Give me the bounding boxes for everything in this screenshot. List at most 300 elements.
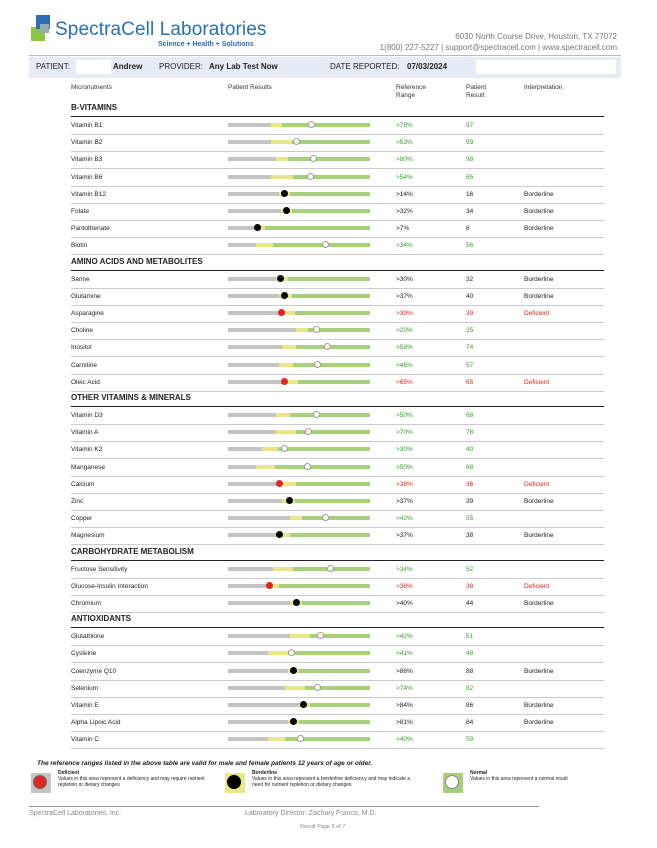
reference-range: >78% — [396, 122, 413, 129]
bar-deficient-zone — [228, 669, 288, 673]
result-row — [71, 493, 604, 511]
patient-result: 40 — [466, 292, 474, 300]
bar-deficient-zone — [228, 720, 288, 724]
bar-borderline-zone — [271, 123, 282, 127]
patient-result: 40 — [466, 446, 474, 454]
interpretation: Borderline — [524, 292, 554, 300]
result-bar — [228, 601, 370, 605]
bar-borderline-zone — [268, 651, 288, 655]
patient-result: 44 — [466, 600, 474, 607]
result-row — [71, 339, 604, 357]
patient-result: 59 — [466, 139, 474, 147]
result-bar — [228, 157, 370, 161]
result-bar — [228, 447, 370, 451]
result-row — [71, 527, 604, 545]
result-row — [71, 203, 604, 221]
col-patient-results: Patient Results — [228, 84, 272, 91]
bar-deficient-zone — [228, 380, 285, 384]
bar-normal-zone — [302, 516, 370, 520]
result-row — [71, 441, 604, 459]
reference-range: >40% — [396, 600, 413, 607]
bar-borderline-zone — [290, 516, 302, 520]
interpretation: Borderline — [524, 600, 554, 607]
bar-deficient-zone — [228, 634, 290, 638]
bar-normal-zone — [295, 311, 370, 315]
nutrient-name: Manganese — [71, 463, 105, 471]
col-interpretation: Interpretation — [524, 84, 563, 91]
bar-borderline-zone — [282, 482, 296, 486]
normal-dot-icon — [445, 775, 459, 789]
legend-normal-swatch — [443, 773, 463, 793]
result-row — [71, 305, 604, 323]
patient-result: 57 — [466, 361, 474, 369]
patient-result: 68 — [466, 463, 474, 471]
result-bar — [228, 140, 370, 144]
result-row — [71, 374, 604, 392]
footer-divider — [29, 806, 539, 807]
patient-result: 38 — [466, 582, 474, 590]
bar-borderline-zone — [276, 157, 288, 161]
bar-borderline-zone — [285, 686, 305, 690]
interpretation: Borderline — [524, 190, 554, 198]
bar-deficient-zone — [228, 123, 271, 127]
reference-range: >80% — [396, 156, 413, 164]
reference-range: >30% — [396, 446, 413, 454]
result-bar — [228, 720, 370, 724]
nutrient-name: Oleic Acid — [71, 378, 100, 386]
bar-normal-zone — [292, 209, 370, 213]
patient-result: 65 — [466, 378, 474, 386]
patient-result: 55 — [466, 515, 474, 523]
patient-result: 36 — [466, 480, 474, 488]
bar-deficient-zone — [228, 413, 276, 417]
interpretation: Borderline — [524, 208, 554, 215]
bar-deficient-zone — [228, 140, 271, 144]
patient-result: 32 — [466, 275, 474, 283]
result-row — [71, 510, 604, 528]
patient-result: 74 — [466, 344, 474, 352]
result-row — [71, 697, 604, 715]
patient-result: 39 — [466, 310, 474, 317]
nutrient-name: Vitamin K2 — [71, 446, 103, 454]
reference-range: >7% — [396, 225, 410, 233]
nutrient-name: Copper — [71, 515, 93, 523]
result-bar — [228, 294, 370, 298]
borderline-marker-icon — [290, 667, 297, 674]
nutrient-name: Calcium — [71, 480, 95, 488]
company-contact-block — [380, 31, 617, 53]
nutrient-name: Serine — [71, 275, 90, 283]
result-row — [71, 731, 604, 749]
result-row — [71, 628, 604, 646]
reference-range: >34% — [396, 242, 413, 250]
reference-range: >38% — [396, 582, 413, 590]
interpretation: Borderline — [524, 275, 554, 283]
blank-field — [476, 60, 616, 74]
bar-normal-zone — [275, 465, 370, 469]
bar-normal-zone — [299, 669, 370, 673]
nutrient-name: Asparagine — [71, 310, 104, 317]
result-bar — [228, 465, 370, 469]
patient-result: 38 — [466, 532, 474, 540]
interpretation: Deficient — [524, 310, 550, 317]
result-row — [71, 322, 604, 340]
patient-result: 98 — [466, 156, 474, 164]
nutrient-name: Vitamin B6 — [71, 173, 103, 181]
bar-deficient-zone — [228, 584, 268, 588]
provider-name: Any Lab Test Now — [209, 62, 278, 71]
patient-info-bar — [29, 57, 621, 78]
nutrient-name: Vitamin A — [71, 429, 99, 437]
interpretation: Borderline — [524, 702, 554, 709]
patient-result: 48 — [466, 650, 474, 658]
borderline-marker-icon — [300, 701, 307, 708]
patient-result: 59 — [466, 736, 474, 744]
result-bar — [228, 482, 370, 486]
bar-normal-zone — [296, 482, 370, 486]
reference-range: >50% — [396, 412, 413, 419]
reference-range: >50% — [396, 463, 413, 471]
patient-result: 97 — [466, 122, 474, 129]
bar-deficient-zone — [228, 703, 299, 707]
bar-normal-zone — [302, 601, 370, 605]
deficient-dot-icon — [33, 775, 47, 789]
normal-marker-icon — [304, 463, 311, 470]
col-patient-result: Patient Result — [466, 84, 487, 99]
normal-marker-icon — [313, 411, 320, 418]
provider-label: PROVIDER: — [159, 62, 204, 71]
bar-normal-zone — [278, 447, 370, 451]
bar-borderline-zone — [276, 430, 296, 434]
patient-result: 84 — [466, 719, 474, 727]
patient-redacted-field — [76, 60, 111, 74]
bar-deficient-zone — [228, 516, 290, 520]
nutrient-name: Cysteine — [71, 650, 97, 658]
nutrient-name: Zinc — [71, 498, 84, 505]
interpretation: Borderline — [524, 532, 554, 540]
deficient-marker-icon — [266, 582, 273, 589]
bar-deficient-zone — [228, 226, 254, 230]
normal-marker-icon — [314, 361, 321, 368]
bar-deficient-zone — [228, 737, 268, 741]
patient-result: 25 — [466, 327, 474, 335]
patient-result: 56 — [466, 242, 474, 250]
result-row — [71, 459, 604, 477]
bar-deficient-zone — [228, 192, 279, 196]
result-row — [71, 645, 604, 663]
patient-name: Andrew — [113, 62, 143, 71]
patient-result: 52 — [466, 565, 474, 573]
result-bar — [228, 499, 370, 503]
bar-normal-zone — [310, 703, 370, 707]
bar-deficient-zone — [228, 277, 276, 281]
reference-range: >32% — [396, 208, 413, 215]
reference-range: >58% — [396, 344, 413, 352]
interpretation: Borderline — [524, 667, 554, 675]
bar-normal-zone — [282, 123, 370, 127]
interpretation: Borderline — [524, 719, 554, 727]
result-bar — [228, 226, 370, 230]
bar-normal-zone — [265, 226, 370, 230]
normal-marker-icon — [293, 138, 300, 145]
bar-normal-zone — [288, 157, 370, 161]
patient-result: 86 — [466, 702, 474, 709]
result-row — [71, 407, 604, 425]
bar-deficient-zone — [228, 345, 282, 349]
legend-note: The reference ranges listed in the above table are valid for male and female patients 12 years of age or older. — [37, 760, 373, 767]
legend-borderline-swatch — [225, 773, 245, 793]
bar-borderline-zone — [271, 175, 293, 179]
header-divider — [29, 55, 621, 56]
bar-normal-zone — [293, 363, 370, 367]
bar-borderline-zone — [271, 140, 292, 144]
result-bar — [228, 669, 370, 673]
bar-deficient-zone — [228, 465, 256, 469]
bar-deficient-zone — [228, 209, 281, 213]
bar-borderline-zone — [256, 465, 275, 469]
result-bar — [228, 277, 370, 281]
reference-range: >37% — [396, 498, 413, 505]
nutrient-name: Inositol — [71, 344, 92, 352]
normal-marker-icon — [307, 173, 314, 180]
patient-result: 16 — [466, 190, 474, 198]
bar-deficient-zone — [228, 157, 276, 161]
bar-borderline-zone — [290, 634, 310, 638]
result-row — [71, 714, 604, 732]
result-row — [71, 288, 604, 306]
result-bar — [228, 533, 370, 537]
result-row — [71, 424, 604, 442]
company-logo — [31, 15, 271, 55]
bar-deficient-zone — [228, 430, 276, 434]
reference-range: >14% — [396, 190, 413, 198]
bar-deficient-zone — [228, 328, 296, 332]
bar-normal-zone — [288, 277, 370, 281]
bar-normal-zone — [293, 175, 370, 179]
col-reference-range: Reference Range — [396, 84, 426, 99]
result-row — [71, 663, 604, 681]
bar-deficient-zone — [228, 243, 256, 247]
nutrient-name: Alpha Lipoic Acid — [71, 719, 121, 727]
result-row — [71, 134, 604, 152]
bar-borderline-zone — [296, 328, 308, 332]
nutrient-name: Glucose-Insulin Interaction — [71, 582, 148, 590]
bar-borderline-zone — [262, 447, 278, 451]
nutrient-name: Coenzyme Q10 — [71, 667, 117, 675]
bar-deficient-zone — [228, 567, 273, 571]
reference-range: >41% — [396, 650, 413, 658]
bar-deficient-zone — [228, 482, 282, 486]
bar-normal-zone — [295, 499, 370, 503]
reference-range: >30% — [396, 275, 413, 283]
bar-normal-zone — [288, 651, 370, 655]
result-row — [71, 151, 604, 169]
bar-normal-zone — [292, 294, 370, 298]
reference-range: >20% — [396, 327, 413, 335]
result-bar — [228, 703, 370, 707]
patient-result: 82 — [466, 684, 474, 692]
nutrient-name: Magnesium — [71, 532, 105, 540]
company-contact: 1(800) 227-5227 | support@spectracell.com | www.spectracell.com — [379, 43, 617, 52]
bar-deficient-zone — [228, 601, 290, 605]
nutrient-name: Glutathione — [71, 633, 105, 641]
bar-borderline-zone — [276, 413, 290, 417]
footer-page-number: Result Page 5 of 7 — [300, 824, 346, 830]
result-bar — [228, 737, 370, 741]
result-bar — [228, 413, 370, 417]
report-page: SpectraCell Laboratories Science + Health + Solutions 6030 North Course Drive, Houston, TX 77072 1(800) 227-5227 | support@spectracell.com | www.spectracell.com PATIENT: Andrew PROVIDER: Any Lab Test Now DATE REPORTED: 07/03/2024 Micronutrients Patient Results Reference Range Patient Result Interpretation B-VITAMINS Vitamin B1 >78% 97 Vitamin B2 >53% 59 Vitamin B3 >80% 98 Vitamin B6 >54% 65 Vitamin B12 >14% 16 Borderline Folate >32% 34 Borderline Pantothenate >7% 8 Borderline Biotin >34% 56 AMINO ACIDS AND METABOLITES Serine >30% 32 Borderline Glutamine >37% 40 Borderline Asparagine >39% 39 Deficient Choline >20% 25 Inositol >58% 74 Carnitine >46% 57 Oleic Acid >65% 65 Deficient OTHER VITAMINS & MINERALS Vitamin D3 >50% 68 Vitamin A >70% 78 Vitamin K2 >30% 40 Manganese >50% 68 Calcium >38% 36 Deficient Zinc >37% 39 Borderline Copper >42% 55 Magnesium >37% 38 Borderline CARBOHYDRATE METABOLISM Fructose Sensitivity >34% 52 Glucose-Insulin Interaction >38% 38 Deficient Chromium >40% 44 Borderline ANTIOXIDANTS Glutathione >42% 51 Cysteine >41% 48 Coenzyme Q10 >86% 88 Borderline Selenium >74% 82 Vitamin E >84% 86 Borderline Alpha Lipoic Acid >81% 84 Borderline Vitamin C >40% 59 The reference ranges listed in the above table are valid for male and female patients 12 years of age or older. Deficient Values in this area represent a deficiency and may require nutrient repletion or dietary changes Borderline Values in this area represent a borderline deficiency and may indicate a need for nutrient repletion or dietary changes Normal Values in this area represent a normal result SpectraCell Laboratories, Inc. Laboratory Director: Zachary Franco, M.D. Result Page 5 of 7 — [0, 0, 657, 848]
nutrient-name: Chromium — [71, 600, 101, 607]
bar-normal-zone — [290, 533, 370, 537]
section-header: B-VITAMINS — [71, 102, 604, 117]
result-bar — [228, 243, 370, 247]
nutrient-name: Vitamin B3 — [71, 156, 103, 164]
result-row — [71, 117, 604, 135]
result-row — [71, 186, 604, 204]
section-header: CARBOHYDRATE METABOLISM — [71, 546, 604, 561]
result-row — [71, 357, 604, 375]
nutrient-name: Selenium — [71, 684, 99, 692]
bar-borderline-zone — [282, 345, 296, 349]
bar-normal-zone — [298, 380, 370, 384]
patient-result: 34 — [466, 208, 474, 215]
result-bar — [228, 634, 370, 638]
reference-range: >37% — [396, 532, 413, 540]
bar-deficient-zone — [228, 686, 285, 690]
result-row — [71, 578, 604, 596]
nutrient-name: Biotin — [71, 242, 88, 250]
section-header: OTHER VITAMINS & MINERALS — [71, 392, 604, 407]
date-value: 07/03/2024 — [407, 62, 448, 71]
bar-deficient-zone — [228, 311, 282, 315]
reference-range: >37% — [396, 292, 413, 300]
reference-range: >38% — [396, 480, 413, 488]
result-bar — [228, 430, 370, 434]
reference-range: >86% — [396, 667, 413, 675]
reference-range: >81% — [396, 719, 413, 727]
normal-marker-icon — [327, 565, 334, 572]
reference-range: >54% — [396, 173, 413, 181]
nutrient-name: Vitamin C — [71, 736, 100, 744]
patient-result: 8 — [466, 225, 470, 233]
patient-result: 88 — [466, 667, 474, 675]
result-row — [71, 220, 604, 238]
result-row — [71, 476, 604, 494]
normal-marker-icon — [317, 632, 324, 639]
bar-normal-zone — [279, 584, 370, 588]
result-row — [71, 271, 604, 289]
bar-normal-zone — [292, 140, 370, 144]
interpretation: Deficient — [524, 480, 550, 488]
result-row — [71, 561, 604, 579]
interpretation: Deficient — [524, 582, 550, 590]
nutrient-name: Carnitine — [71, 361, 98, 369]
result-bar — [228, 209, 370, 213]
company-address: 6030 North Course Drive, Houston, TX 77072 — [455, 32, 617, 41]
result-row — [71, 237, 604, 255]
company-tagline: Science + Health + Solutions — [158, 41, 254, 48]
date-label: DATE REPORTED: — [330, 62, 400, 71]
reference-range: >34% — [396, 565, 413, 573]
section-header: AMINO ACIDS AND METABOLITES — [71, 256, 604, 271]
bar-borderline-zone — [273, 567, 293, 571]
borderline-dot-icon — [227, 775, 241, 789]
result-bar — [228, 686, 370, 690]
result-bar — [228, 380, 370, 384]
borderline-marker-icon — [290, 718, 297, 725]
reference-range: >84% — [396, 702, 413, 709]
normal-marker-icon — [313, 326, 320, 333]
reference-range: >42% — [396, 515, 413, 523]
result-bar — [228, 328, 370, 332]
interpretation: Borderline — [524, 225, 554, 233]
nutrient-name: Glutamine — [71, 292, 101, 300]
normal-marker-icon — [314, 684, 321, 691]
patient-result: 65 — [466, 173, 474, 181]
result-bar — [228, 567, 370, 571]
reference-range: >74% — [396, 684, 413, 692]
logo-mark-icon — [31, 15, 55, 45]
result-bar — [228, 363, 370, 367]
patient-label: PATIENT: — [36, 62, 70, 71]
bar-deficient-zone — [228, 294, 279, 298]
borderline-marker-icon — [277, 275, 284, 282]
result-bar — [228, 311, 370, 315]
reference-range: >65% — [396, 378, 413, 386]
nutrient-name: Pantothenate — [71, 225, 110, 233]
result-bar — [228, 516, 370, 520]
reference-range: >40% — [396, 736, 413, 744]
patient-result: 39 — [466, 498, 474, 505]
bar-deficient-zone — [228, 533, 278, 537]
bar-normal-zone — [299, 720, 370, 724]
reference-range: >70% — [396, 429, 413, 437]
result-row — [71, 595, 604, 613]
patient-result: 78 — [466, 429, 474, 437]
result-bar — [228, 123, 370, 127]
patient-result: 68 — [466, 412, 474, 419]
bar-deficient-zone — [228, 447, 262, 451]
bar-borderline-zone — [268, 737, 285, 741]
borderline-marker-icon — [276, 531, 283, 538]
nutrient-name: Choline — [71, 327, 94, 335]
nutrient-name: Vitamin B12 — [71, 190, 106, 198]
result-row — [71, 680, 604, 698]
borderline-marker-icon — [283, 207, 290, 214]
result-bar — [228, 651, 370, 655]
legend-deficient-swatch — [31, 773, 51, 793]
bar-normal-zone — [296, 345, 370, 349]
interpretation: Deficient — [524, 378, 550, 386]
nutrient-name: Folate — [71, 208, 90, 215]
reference-range: >42% — [396, 633, 413, 641]
nutrient-name: Vitamin D3 — [71, 412, 103, 419]
bar-normal-zone — [290, 413, 370, 417]
reference-range: >39% — [396, 310, 413, 317]
reference-range: >53% — [396, 139, 413, 147]
deficient-marker-icon — [276, 480, 283, 487]
company-name: SpectraCell Laboratories — [55, 19, 267, 40]
bar-normal-zone — [290, 192, 370, 196]
section-header: ANTIOXIDANTS — [71, 613, 604, 628]
result-bar — [228, 192, 370, 196]
nutrient-name: Fructose Sensitivity — [71, 565, 128, 573]
borderline-marker-icon — [286, 497, 293, 504]
patient-result: 51 — [466, 633, 474, 641]
bar-deficient-zone — [228, 651, 268, 655]
result-bar — [228, 584, 370, 588]
result-bar — [228, 175, 370, 179]
